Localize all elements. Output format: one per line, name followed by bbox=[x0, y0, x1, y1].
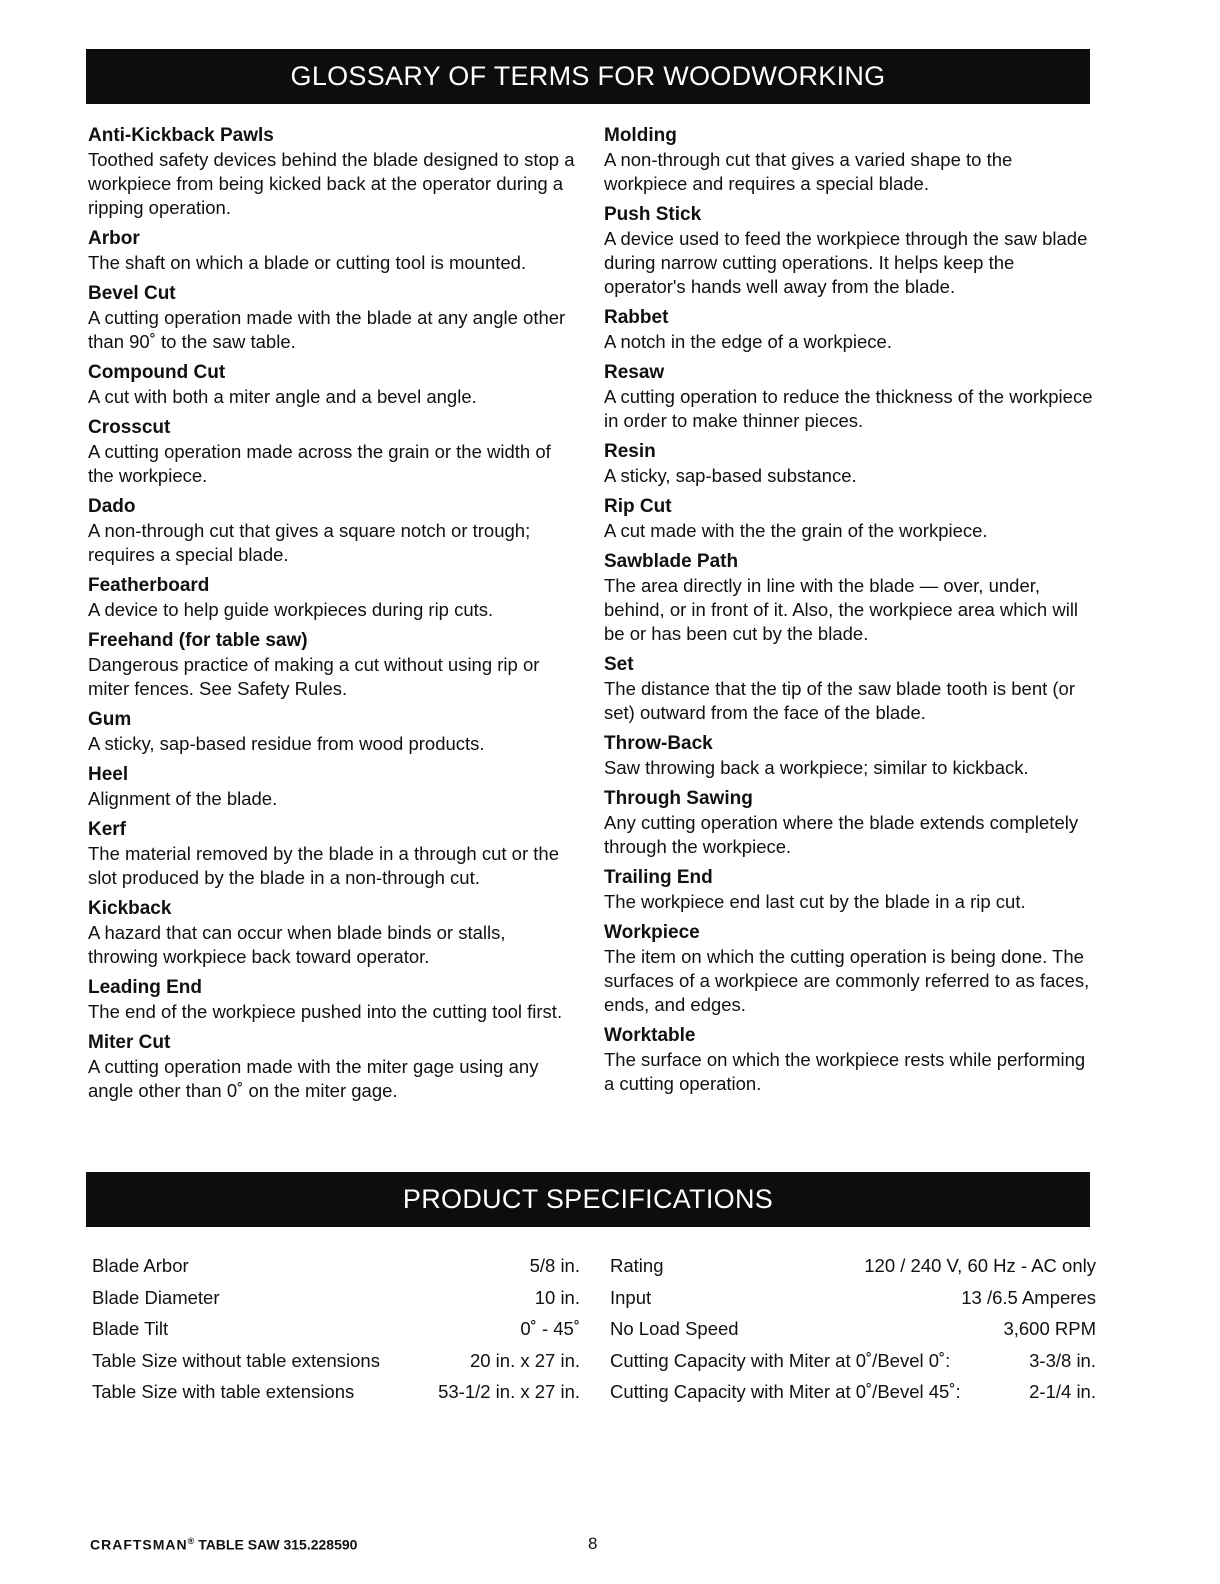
page-number: 8 bbox=[588, 1534, 598, 1553]
glossary-definition: A cut with both a miter angle and a bevel angle. bbox=[88, 386, 477, 407]
glossary-definition: Alignment of the blade. bbox=[88, 788, 278, 809]
glossary-term: Freehand (for table saw) bbox=[88, 630, 308, 651]
glossary-definition: Toothed safety devices behind the blade designed to stop a workpiece from being kicked back at the operator during a ripping operation. bbox=[88, 149, 575, 218]
glossary-definition: A sticky, sap-based substance. bbox=[604, 465, 857, 486]
glossary-term: Dado bbox=[88, 496, 136, 517]
glossary-definition: A notch in the edge of a workpiece. bbox=[604, 331, 892, 352]
footer bbox=[90, 1536, 357, 1553]
glossary-term: Anti-Kickback Pawls bbox=[88, 125, 274, 146]
glossary-entry bbox=[88, 763, 580, 811]
spec-label: No Load Speed bbox=[610, 1318, 739, 1340]
glossary-definition: A device used to feed the workpiece through the saw blade during narrow cutting operations. It helps keep the operator's hands well away from the blade. bbox=[604, 228, 1088, 297]
specs-title: PRODUCT SPECIFICATIONS bbox=[86, 1172, 1090, 1227]
glossary-term: Sawblade Path bbox=[604, 551, 739, 572]
spec-row bbox=[610, 1282, 1096, 1314]
glossary-definition: The end of the workpiece pushed into the cutting tool first. bbox=[88, 1001, 563, 1022]
model-label: TABLE SAW 315.228590 bbox=[198, 1536, 358, 1553]
glossary-term: Crosscut bbox=[88, 417, 171, 438]
spec-row bbox=[610, 1313, 1096, 1345]
spec-row bbox=[92, 1313, 580, 1345]
glossary-entry bbox=[604, 361, 1100, 433]
glossary-term: Push Stick bbox=[604, 204, 702, 225]
glossary-entry bbox=[88, 897, 580, 969]
glossary-definition: A non-through cut that gives a square notch or trough; requires a special blade. bbox=[88, 520, 531, 565]
glossary-definition: A cutting operation to reduce the thickness of the workpiece in order to make thinner pieces. bbox=[604, 386, 1093, 431]
spec-label: Cutting Capacity with Miter at 0˚/Bevel 0˚: bbox=[610, 1349, 951, 1371]
glossary-term: Resin bbox=[604, 441, 656, 462]
spec-label: Table Size with table extensions bbox=[92, 1381, 355, 1403]
glossary-definition: A hazard that can occur when blade binds or stalls, throwing workpiece back toward operator. bbox=[88, 922, 506, 967]
glossary-definition: Dangerous practice of making a cut without using rip or miter fences. See Safety Rules. bbox=[88, 654, 540, 699]
spec-value: 0˚ - 45˚ bbox=[520, 1318, 580, 1340]
spec-row bbox=[92, 1376, 580, 1408]
glossary-term: Miter Cut bbox=[88, 1032, 171, 1053]
spec-value: 3-3/8 in. bbox=[1029, 1349, 1096, 1371]
spec-row bbox=[610, 1250, 1096, 1282]
glossary-entry bbox=[88, 574, 580, 622]
spec-label: Table Size without table extensions bbox=[92, 1349, 380, 1371]
glossary-entry bbox=[88, 629, 580, 701]
glossary-term: Throw-Back bbox=[604, 733, 713, 754]
spec-row bbox=[610, 1376, 1096, 1408]
glossary-definition: A non-through cut that gives a varied shape to the workpiece and requires a special blade. bbox=[604, 149, 1013, 194]
specs-left-column bbox=[92, 1250, 580, 1408]
glossary-term: Featherboard bbox=[88, 575, 210, 596]
glossary-definition: Saw throwing back a workpiece; similar to kickback. bbox=[604, 757, 1029, 778]
glossary-definition: The distance that the tip of the saw blade tooth is bent (or set) outward from the face of the blade. bbox=[604, 678, 1076, 723]
glossary-entry bbox=[88, 818, 580, 890]
spec-value: 10 in. bbox=[534, 1286, 580, 1308]
spec-label: Rating bbox=[610, 1255, 664, 1276]
glossary-entry bbox=[88, 976, 580, 1024]
spec-row bbox=[610, 1345, 1096, 1377]
glossary-definition: A cutting operation made with the miter gage using any angle other than 0˚ on the miter gage. bbox=[88, 1056, 539, 1101]
glossary-entry bbox=[88, 282, 580, 354]
glossary-term: Kickback bbox=[88, 898, 172, 919]
glossary-entry bbox=[88, 227, 580, 275]
glossary-term: Through Sawing bbox=[604, 788, 753, 809]
glossary-definition: A cut made with the the grain of the workpiece. bbox=[604, 520, 988, 541]
glossary-entry bbox=[604, 653, 1100, 725]
glossary-definition: A device to help guide workpieces during rip cuts. bbox=[88, 599, 494, 620]
spec-value: 5/8 in. bbox=[529, 1255, 580, 1276]
glossary-term: Workpiece bbox=[604, 922, 700, 943]
glossary-definition: The surface on which the workpiece rests while performing a cutting operation. bbox=[604, 1049, 1086, 1094]
spec-label: Input bbox=[610, 1286, 652, 1308]
glossary-entry bbox=[604, 732, 1100, 780]
glossary-definition: The shaft on which a blade or cutting tool is mounted. bbox=[88, 252, 527, 273]
spec-label: Blade Diameter bbox=[92, 1286, 220, 1308]
spec-row bbox=[92, 1345, 580, 1377]
glossary-definition: The item on which the cutting operation is being done. The surfaces of a workpiece are commonly referred to as faces, ends, and edges. bbox=[604, 946, 1090, 1015]
glossary-right-column bbox=[604, 124, 1100, 1103]
glossary-entry bbox=[88, 416, 580, 488]
spec-label: Cutting Capacity with Miter at 0˚/Bevel 45˚: bbox=[610, 1381, 961, 1403]
glossary-term: Resaw bbox=[604, 362, 665, 383]
glossary-definition: Any cutting operation where the blade extends completely through the workpiece. bbox=[604, 812, 1079, 857]
spec-value: 53-1/2 in. x 27 in. bbox=[438, 1381, 580, 1403]
glossary-term: Rabbet bbox=[604, 307, 669, 328]
spec-value: 3,600 RPM bbox=[1003, 1318, 1096, 1340]
spec-value: 13 /6.5 Amperes bbox=[961, 1286, 1096, 1308]
glossary-entry bbox=[604, 495, 1100, 543]
glossary-term: Heel bbox=[88, 764, 129, 785]
spec-value: 20 in. x 27 in. bbox=[469, 1349, 580, 1371]
glossary-entry bbox=[604, 440, 1100, 488]
glossary-term: Trailing End bbox=[604, 867, 713, 888]
glossary-term: Leading End bbox=[88, 977, 202, 998]
glossary-entry bbox=[88, 1031, 580, 1103]
spec-value: 120 / 240 V, 60 Hz - AC only bbox=[864, 1255, 1096, 1276]
glossary-entry bbox=[604, 787, 1100, 859]
glossary-term: Gum bbox=[88, 709, 132, 730]
glossary-entry bbox=[604, 550, 1100, 646]
glossary-left-column bbox=[88, 124, 580, 1110]
spec-row bbox=[92, 1250, 580, 1282]
glossary-definition: The material removed by the blade in a through cut or the slot produced by the blade in a non-through cut. bbox=[88, 843, 559, 888]
glossary-definition: A cutting operation made across the grain or the width of the workpiece. bbox=[88, 441, 551, 486]
spec-label: Blade Arbor bbox=[92, 1255, 189, 1276]
glossary-entry bbox=[604, 866, 1100, 914]
glossary-term: Bevel Cut bbox=[88, 283, 176, 304]
glossary-definition: The workpiece end last cut by the blade in a rip cut. bbox=[604, 891, 1026, 912]
glossary-entry bbox=[604, 921, 1100, 1017]
glossary-entry bbox=[604, 203, 1100, 299]
glossary-title: GLOSSARY OF TERMS FOR WOODWORKING bbox=[86, 49, 1090, 104]
glossary-definition: A cutting operation made with the blade at any angle other than 90˚ to the saw table. bbox=[88, 307, 566, 352]
glossary-term: Set bbox=[604, 654, 634, 675]
glossary-entry bbox=[88, 124, 580, 220]
glossary-entry bbox=[604, 124, 1100, 196]
glossary-entry bbox=[604, 1024, 1100, 1096]
glossary-definition: The area directly in line with the blade — over, under, behind, or in front of it. Also, the workpiece area which will be or has been cut by the blade. bbox=[604, 575, 1079, 644]
glossary-term: Arbor bbox=[88, 228, 140, 249]
glossary-term: Worktable bbox=[604, 1025, 696, 1046]
specs-right-column bbox=[610, 1250, 1096, 1408]
glossary-term: Kerf bbox=[88, 819, 127, 840]
brand-name: CRAFTSMAN bbox=[90, 1536, 188, 1553]
spec-label: Blade Tilt bbox=[92, 1318, 169, 1340]
glossary-entry bbox=[88, 361, 580, 409]
glossary-entry bbox=[88, 708, 580, 756]
glossary-term: Rip Cut bbox=[604, 496, 672, 517]
spec-value: 2-1/4 in. bbox=[1029, 1381, 1096, 1403]
glossary-entry bbox=[604, 306, 1100, 354]
spec-row bbox=[92, 1282, 580, 1314]
glossary-term: Compound Cut bbox=[88, 362, 226, 383]
glossary-entry bbox=[88, 495, 580, 567]
registered-mark: ® bbox=[187, 1536, 195, 1546]
glossary-term: Molding bbox=[604, 125, 677, 146]
glossary-definition: A sticky, sap-based residue from wood products. bbox=[88, 733, 485, 754]
